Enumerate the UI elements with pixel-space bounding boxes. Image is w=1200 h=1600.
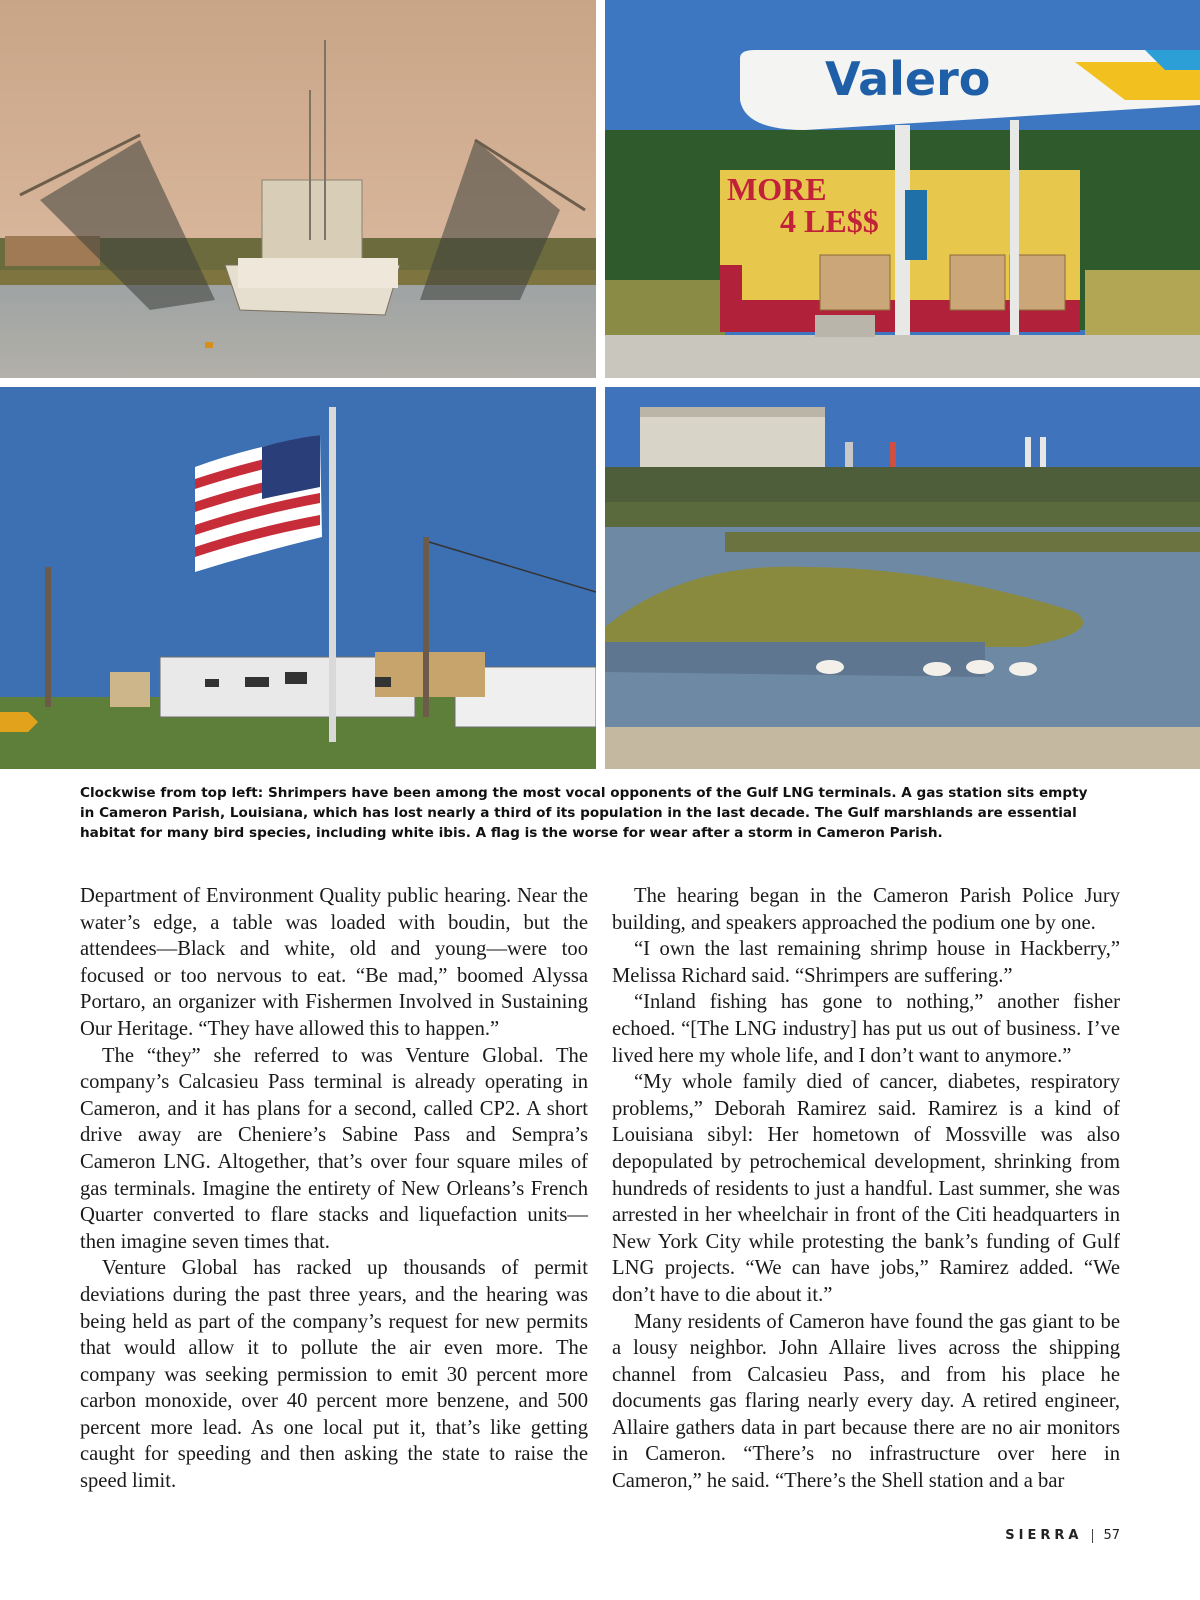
paragraph: “Inland fishing has gone to nothing,” another fisher echoed. “[The LNG industry] has put us out of business. I’ve lived here my whole life, and I don’t want to anymore.” [612, 991, 1120, 1067]
paragraph: The hearing began in the Cameron Parish Police Jury building, and speakers approached the podium one by one. [612, 885, 1120, 934]
photo-marsh-ibis [605, 387, 1200, 769]
photo-caption: Clockwise from top left: Shrimpers have been among the most vocal opponents of the Gulf LNG terminals. A gas station sits empty in Cameron Parish, Louisiana, which has lost nearly a third of its population in the last decade. The Gulf marshlands are essential habitat for many bird species, including white ibis. A flag is the worse for wear after a storm in Cameron Parish. [80, 785, 1088, 841]
folio [1005, 1528, 1120, 1543]
photo-shrimp-boat [0, 0, 596, 378]
paragraph: Department of Environment Quality public hearing. Near the water’s edge, a table was loaded with boudin, but the attendees—Black and white, old and young—were too focused or too nervous to eat. “Be mad,” boomed Alyssa Portaro, an organizer with Fishermen Involved in Sustaining Our Heritage. “They have allowed this to happen.” [80, 885, 588, 1040]
magazine-name: SIERRA [1005, 1528, 1083, 1543]
paragraph: Many residents of Cameron have found the gas giant to be a lousy neighbor. John Allaire lives across the shipping channel from Calcasieu Pass, and from his place he documents gas flaring nearly every day. A retired engineer, Allaire gathers data in part because there are no air monitors in Cameron. “There’s no infrastructure over here in Cameron,” he said. “There’s the Shell station and a bar [612, 1310, 1120, 1493]
paragraph: Venture Global has racked up thousands of permit deviations during the past three years, and the hearing was being held as part of the company’s request for new permits that would allow it to pollute the air even more. The company was seeking permission to emit 30 percent more carbon monoxide, over 40 percent more benzene, and 500 percent more lead. As one local put it, that’s like getting caught for speeding and then asking the state to raise the speed limit. [80, 1257, 588, 1493]
photo-gas-station [605, 0, 1200, 378]
photo-flag [0, 387, 596, 769]
page-number: 57 [1103, 1528, 1120, 1543]
valero-sign: Valero [825, 52, 991, 106]
article-column-right [612, 883, 1120, 1495]
article-column-left [80, 883, 588, 1495]
paragraph: “I own the last remaining shrimp house in Hackberry,” Melissa Richard said. “Shrimpers are suffering.” [612, 938, 1120, 987]
paragraph: “My whole family died of cancer, diabetes, respiratory problems,” Deborah Ramirez said. Ramirez is a kind of Louisiana sibyl: Her hometown of Mossville was also depopulated by petrochemical development, shrinking from hundreds of residents to just a handful. Last summer, she was arrested in her wheelchair in front of the Citi headquarters in New York City while protesting the bank’s funding of Gulf LNG projects. “We can have jobs,” Ramirez added. “We don’t have to die about it.” [612, 1071, 1120, 1306]
store-sign-line2: 4 LE$$ [780, 203, 879, 239]
paragraph: The “they” she referred to was Venture Global. The company’s Calcasieu Pass terminal is already operating in Cameron, and it has plans for a second, called CP2. A short drive away are Cheniere’s Sabine Pass and Sempra’s Cameron LNG. Altogether, that’s over four square miles of gas terminals. Imagine the entirety of New Orleans’s French Quarter converted to flare stacks and liquefaction units—then imagine seven times that. [80, 1044, 588, 1253]
folio-divider [1092, 1529, 1093, 1543]
store-sign-line1: MORE [727, 171, 827, 207]
